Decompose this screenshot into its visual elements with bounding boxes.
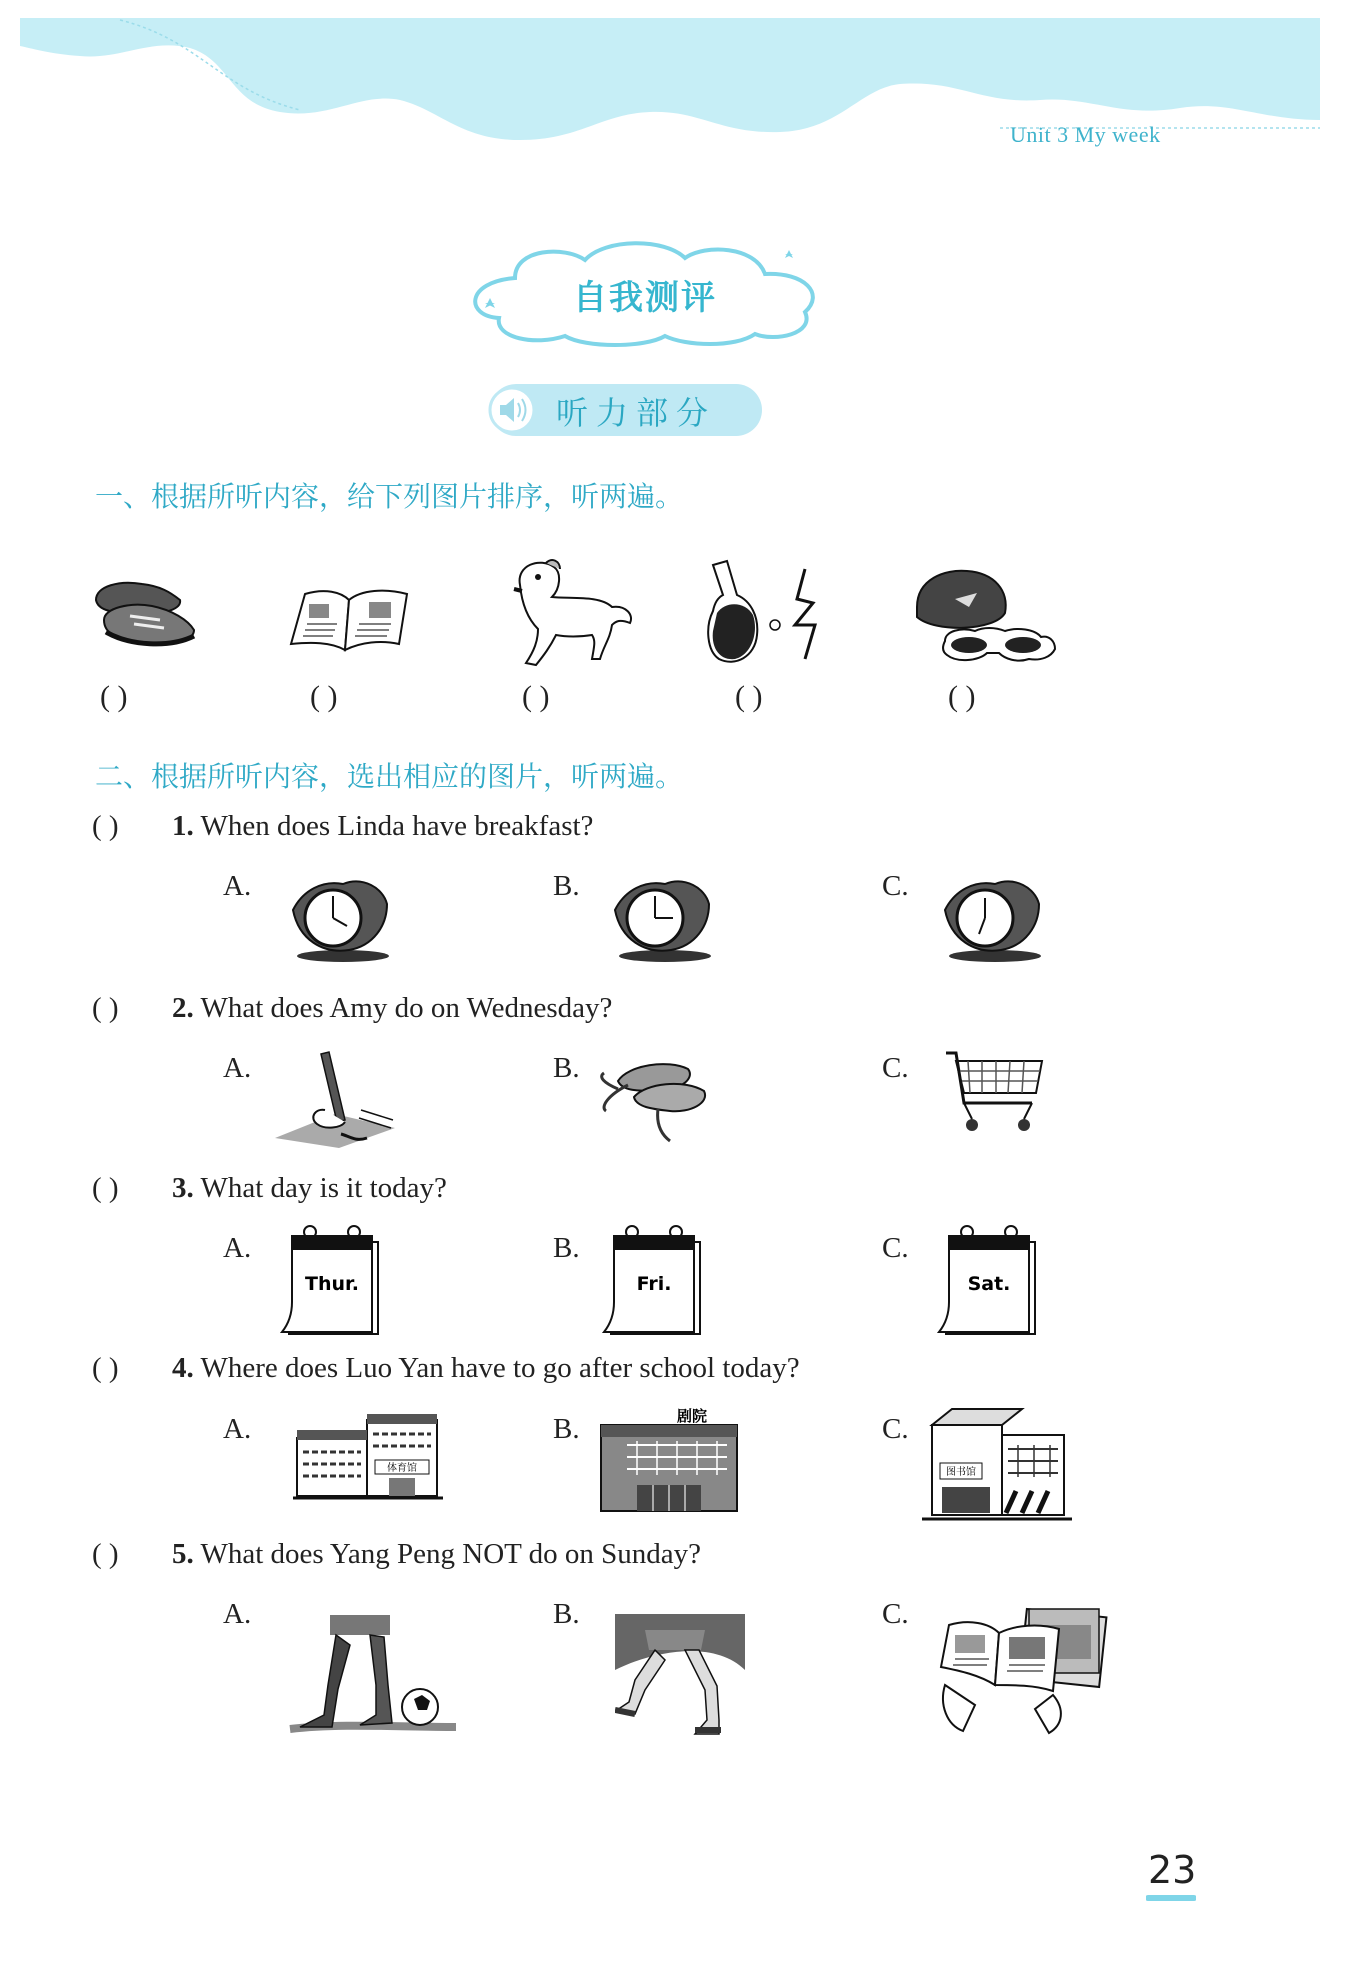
calendar-label-c: Sat. [967, 1273, 1011, 1295]
order-blank-5[interactable]: ( ) [948, 680, 976, 713]
q5-option-a-label[interactable]: A. [223, 1598, 252, 1630]
shoes-icon [90, 570, 200, 660]
badge-title: 自我测评 [573, 278, 717, 318]
question-2: ( ) 2. What does Amy do on Wednesday? [92, 992, 613, 1024]
q2-option-a-label[interactable]: A. [223, 1052, 252, 1084]
book-icon [285, 580, 415, 660]
question-2-text: What does Amy do on Wednesday? [200, 992, 613, 1024]
question-4-text: Where does Luo Yan have to go after school today? [200, 1352, 800, 1384]
q1-option-a-label[interactable]: A. [223, 870, 252, 902]
calendar-icon [600, 1222, 705, 1342]
clock-icon [283, 870, 393, 965]
paintbrush-icon [275, 1050, 400, 1150]
q4-option-c-label[interactable]: C. [882, 1413, 909, 1445]
soccer-kick-icon [280, 1615, 460, 1740]
gym-sign: 体育馆 [387, 1463, 417, 1474]
reading-magazines-icon [935, 1605, 1115, 1740]
clock-icon [605, 870, 715, 965]
listening-banner [480, 380, 770, 440]
answer-blank-3[interactable]: ( ) [92, 1172, 119, 1204]
question-1: ( ) 1. When does Linda have breakfast? [92, 810, 594, 842]
order-blank-3[interactable]: ( ) [522, 680, 550, 713]
calendar-label-a: Thur. [305, 1273, 359, 1295]
page-number: 23 [1148, 1848, 1197, 1892]
section1-heading: 一、根据所听内容，给下列图片排序，听两遍。 [95, 480, 684, 513]
q5-option-c-label[interactable]: C. [882, 1598, 909, 1630]
page-number-underline [1146, 1893, 1196, 1903]
listening-title: 听力部分 [556, 394, 717, 432]
q4-option-b-label[interactable]: B. [553, 1413, 580, 1445]
answer-blank-1[interactable]: ( ) [92, 810, 119, 842]
ballet-shoes-icon [598, 1045, 718, 1145]
q2-option-b-label[interactable]: B. [553, 1052, 580, 1084]
question-5: ( ) 5. What does Yang Peng NOT do on Sunday? [92, 1538, 701, 1570]
answer-blank-5[interactable]: ( ) [92, 1538, 119, 1570]
question-3: ( ) 3. What day is it today? [92, 1172, 447, 1204]
theater-building-icon [597, 1405, 742, 1515]
shopping-cart-icon [942, 1045, 1052, 1145]
question-4: ( ) 4. Where does Luo Yan have to go after school today? [92, 1352, 800, 1384]
ping-pong-paddle-icon [705, 555, 845, 670]
answer-blank-4[interactable]: ( ) [92, 1352, 119, 1384]
calendar-icon [278, 1222, 383, 1342]
question-5-text: What does Yang Peng NOT do on Sunday? [200, 1538, 701, 1570]
question-1-text: When does Linda have breakfast? [200, 810, 594, 842]
unit-title: Unit 3 My week [1010, 122, 1161, 147]
header-cloud-band [0, 0, 1350, 180]
swim-cap-goggles-icon [905, 565, 1065, 670]
q3-option-c-label[interactable]: C. [882, 1232, 909, 1264]
section2-heading: 二、根据所听内容，选出相应的图片，听两遍。 [95, 760, 684, 793]
q4-option-a-label[interactable]: A. [223, 1413, 252, 1445]
order-blank-1[interactable]: ( ) [100, 680, 128, 713]
theater-sign: 剧院 [676, 1407, 708, 1425]
clock-icon [935, 870, 1045, 965]
answer-blank-2[interactable]: ( ) [92, 992, 119, 1024]
order-blank-4[interactable]: ( ) [735, 680, 763, 713]
dog-icon [500, 555, 640, 670]
calendar-label-b: Fri. [636, 1273, 672, 1295]
running-icon [615, 1610, 745, 1740]
gym-building-icon [293, 1412, 443, 1502]
q1-option-b-label[interactable]: B. [553, 870, 580, 902]
question-3-text: What day is it today? [200, 1172, 447, 1204]
q1-option-c-label[interactable]: C. [882, 870, 909, 902]
library-building-icon [922, 1405, 1072, 1525]
q3-option-a-label[interactable]: A. [223, 1232, 252, 1264]
calendar-icon [935, 1222, 1040, 1342]
order-blank-2[interactable]: ( ) [310, 680, 338, 713]
q2-option-c-label[interactable]: C. [882, 1052, 909, 1084]
library-sign: 图书馆 [946, 1467, 976, 1478]
q3-option-b-label[interactable]: B. [553, 1232, 580, 1264]
q5-option-b-label[interactable]: B. [553, 1598, 580, 1630]
self-assessment-badge [455, 238, 835, 348]
